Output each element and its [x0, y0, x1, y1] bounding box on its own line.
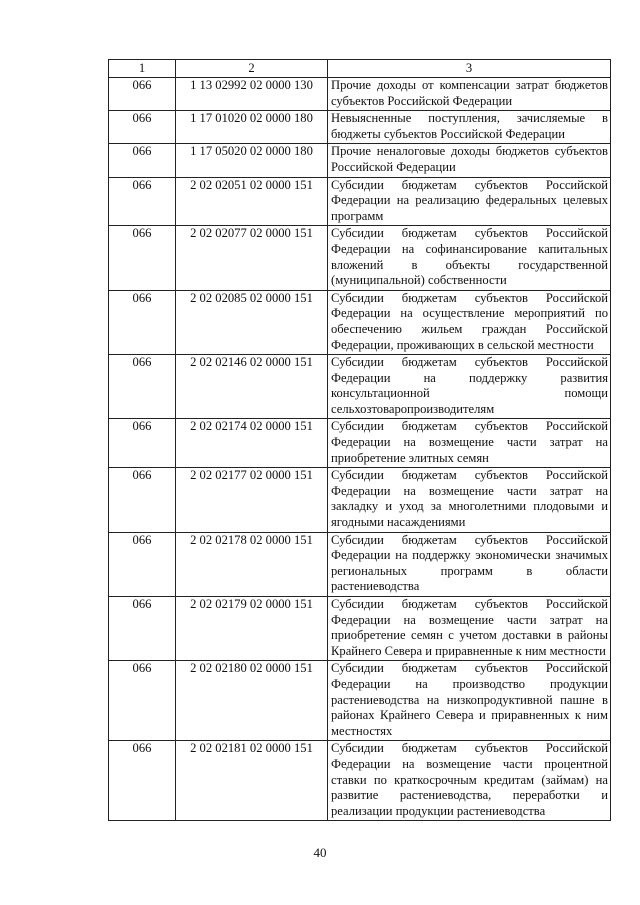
- administrator-code-cell: 066: [109, 468, 176, 532]
- table-row: [109, 111, 611, 144]
- revenue-code-cell: 2 02 02085 02 0000 151: [176, 290, 328, 354]
- revenue-name-cell: Прочие неналоговые доходы бюджетов субъектов Российской Федерации: [328, 144, 611, 177]
- revenue-code-cell: 1 17 05020 02 0000 180: [176, 144, 328, 177]
- revenue-name-cell: Субсидии бюджетам субъектов Российской Федерации на возмещение части затрат на приобретение семян с учетом доставки в районы Крайнего Севера и приравненные к ним местности: [328, 597, 611, 661]
- revenue-name-cell: Субсидии бюджетам субъектов Российской Федерации на реализацию федеральных целевых программ: [328, 177, 611, 226]
- table-row: [109, 177, 611, 226]
- revenue-code-cell: 2 02 02177 02 0000 151: [176, 468, 328, 532]
- table-row: [109, 741, 611, 821]
- revenue-code-cell: 2 02 02146 02 0000 151: [176, 355, 328, 419]
- administrator-code-cell: 066: [109, 144, 176, 177]
- table-row: [109, 78, 611, 111]
- revenue-code-cell: 2 02 02180 02 0000 151: [176, 661, 328, 741]
- column-header-1: 1: [109, 60, 176, 78]
- revenue-codes-table: [108, 59, 611, 821]
- administrator-code-cell: 066: [109, 78, 176, 111]
- revenue-name-cell: Субсидии бюджетам субъектов Российской Федерации на возмещение части процентной ставки по краткосрочным кредитам (займам) на развитие растениеводства, переработки и реализации продукции растениеводства: [328, 741, 611, 821]
- table-row: [109, 290, 611, 354]
- revenue-name-cell: Субсидии бюджетам субъектов Российской Федерации на производство продукции растениеводства на низкопродуктивной пашне в районах Крайнего Севера и приравненных к ним местностях: [328, 661, 611, 741]
- table-row: [109, 226, 611, 290]
- page-number: 40: [313, 845, 327, 860]
- revenue-code-cell: 2 02 02174 02 0000 151: [176, 419, 328, 468]
- revenue-code-cell: 2 02 02178 02 0000 151: [176, 532, 328, 596]
- administrator-code-cell: 066: [109, 741, 176, 821]
- column-header-2: 2: [176, 60, 328, 78]
- table-row: [109, 532, 611, 596]
- revenue-code-cell: 1 13 02992 02 0000 130: [176, 78, 328, 111]
- revenue-code-cell: 2 02 02077 02 0000 151: [176, 226, 328, 290]
- revenue-code-cell: 2 02 02179 02 0000 151: [176, 597, 328, 661]
- revenue-name-cell: Субсидии бюджетам субъектов Российской Федерации на поддержку развития консультационной помощи сельхозтоваропроизводителям: [328, 355, 611, 419]
- administrator-code-cell: 066: [109, 290, 176, 354]
- table-row: [109, 419, 611, 468]
- column-header-3: 3: [328, 60, 611, 78]
- table-row: [109, 597, 611, 661]
- administrator-code-cell: 066: [109, 532, 176, 596]
- table-row: [109, 144, 611, 177]
- administrator-code-cell: 066: [109, 661, 176, 741]
- revenue-name-cell: Субсидии бюджетам субъектов Российской Федерации на возмещение части затрат на закладку и уход за многолетними плодовыми и ягодными насаждениями: [328, 468, 611, 532]
- table-header-row: [109, 60, 611, 78]
- revenue-code-cell: 2 02 02051 02 0000 151: [176, 177, 328, 226]
- revenue-code-cell: 1 17 01020 02 0000 180: [176, 111, 328, 144]
- table-row: [109, 355, 611, 419]
- revenue-name-cell: Невыясненные поступления, зачисляемые в бюджеты субъектов Российской Федерации: [328, 111, 611, 144]
- administrator-code-cell: 066: [109, 177, 176, 226]
- administrator-code-cell: 066: [109, 355, 176, 419]
- revenue-name-cell: Субсидии бюджетам субъектов Российской Федерации на возмещение части затрат на приобретение элитных семян: [328, 419, 611, 468]
- administrator-code-cell: 066: [109, 419, 176, 468]
- administrator-code-cell: 066: [109, 226, 176, 290]
- revenue-name-cell: Прочие доходы от компенсации затрат бюджетов субъектов Российской Федерации: [328, 78, 611, 111]
- revenue-name-cell: Субсидии бюджетам субъектов Российской Федерации на поддержку экономически значимых региональных программ в области растениеводства: [328, 532, 611, 596]
- revenue-name-cell: Субсидии бюджетам субъектов Российской Федерации на осуществление мероприятий по обеспечению жильем граждан Российской Федерации, проживающих в сельской местности: [328, 290, 611, 354]
- administrator-code-cell: 066: [109, 111, 176, 144]
- revenue-name-cell: Субсидии бюджетам субъектов Российской Федерации на софинансирование капитальных вложений в объекты государственной (муниципальной) собственности: [328, 226, 611, 290]
- administrator-code-cell: 066: [109, 597, 176, 661]
- table-row: [109, 661, 611, 741]
- table-row: [109, 468, 611, 532]
- revenue-code-cell: 2 02 02181 02 0000 151: [176, 741, 328, 821]
